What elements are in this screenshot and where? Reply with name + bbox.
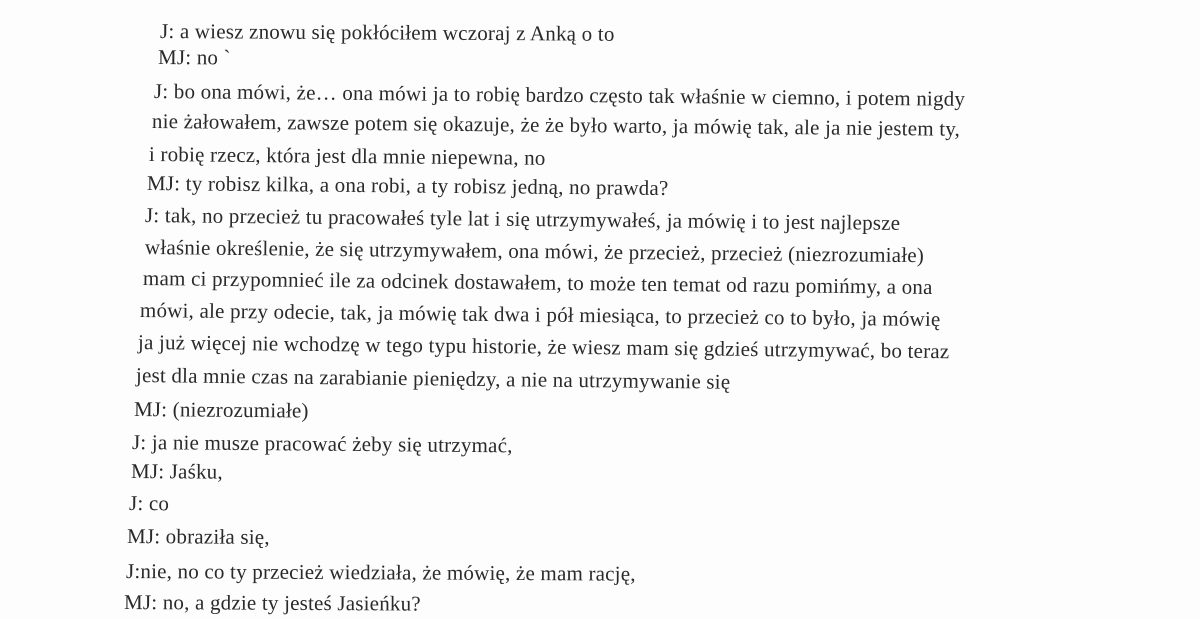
line-text: tak, no przecież tu pracowałeś tyle lat i się utrzymywałeś, ja mówię i to jest najlepsze (159, 203, 901, 235)
line-text: obraziła się, (160, 524, 270, 549)
speaker-label: MJ: (126, 524, 161, 549)
line-text: a wiesz znowu się pokłóciłem wczoraj z Anką o to (174, 19, 615, 46)
line-text: jest dla mnie czas na zarabianie pieniędzy, a nie na utrzymywanie się (135, 363, 731, 394)
line-text: co (143, 491, 170, 516)
transcript-line (145, 235, 924, 267)
line-text: nie, no co ty przecież wiedziała, że mówię, że mam rację, (140, 559, 636, 586)
transcript-line (124, 590, 421, 616)
speaker-label: MJ: (133, 397, 168, 422)
line-text: no ` (191, 45, 231, 70)
speaker-label: J: (128, 491, 144, 516)
speaker-label: MJ: (146, 171, 181, 196)
line-text: ja już więcej nie wchodzę w tego typu historie, że wiesz mam się gdzieś utrzymywać, bo teraz (137, 330, 950, 364)
transcript-line (132, 430, 513, 457)
line-text: nie żałowałem, zawsze potem się okazuje, że że było warto, ja mówię tak, ale ja nie jestem ty, (151, 109, 961, 141)
transcript-line (147, 171, 669, 200)
transcript-line (160, 19, 615, 46)
speaker-label: J: (125, 559, 141, 584)
line-text: ty robisz kilka, a ona robi, a ty robisz jedną, no prawda? (180, 171, 669, 201)
line-text: mam ci przypomnieć ile za odcinek dostawałem, to może ten temat od razu pomińmy, a ona (142, 266, 933, 299)
transcript-line (154, 79, 965, 111)
transcript-line (138, 330, 950, 363)
speaker-label: J: (159, 19, 175, 44)
transcript-line (127, 524, 270, 549)
line-text: Jaśku, (164, 459, 223, 484)
line-text: bo ona mówi, że… ona mówi ja to robię bardzo często tak właśnie w ciemno, i potem nigdy (168, 79, 966, 111)
transcript-line (131, 459, 223, 484)
transcript-line (145, 203, 901, 235)
transcript-line (158, 45, 231, 69)
line-text: (niezrozumiałe) (167, 397, 309, 423)
speaker-label: J: (153, 79, 169, 104)
speaker-label: J: (144, 203, 160, 228)
transcript-line (134, 397, 309, 423)
transcript-line (129, 491, 169, 515)
line-text: właśnie określenie, że się utrzymywałem, ona mówi, że przecież, przecież (niezrozumiałe) (144, 235, 925, 268)
speaker-label: J: (131, 430, 147, 455)
transcript-line (126, 559, 636, 586)
transcript-line (136, 363, 731, 394)
transcript-line (140, 298, 941, 331)
line-text: i robię rzecz, która jest dla mnie niepewna, no (148, 142, 546, 170)
transcript-line (149, 142, 546, 170)
line-text: mówi, ale przy odecie, tak, ja mówię tak dwa i pół miesiąca, to przecież co to było, ja mówię (139, 298, 941, 332)
line-text: ja nie musze pracować żeby się utrzymać, (146, 430, 513, 458)
line-text: no, a gdzie ty jesteś Jasieńku? (157, 590, 421, 616)
speaker-label: MJ: (157, 45, 192, 70)
transcript-line (152, 109, 960, 141)
speaker-label: MJ: (130, 459, 165, 484)
speaker-label: MJ: (123, 590, 158, 615)
transcript-line (143, 266, 933, 299)
